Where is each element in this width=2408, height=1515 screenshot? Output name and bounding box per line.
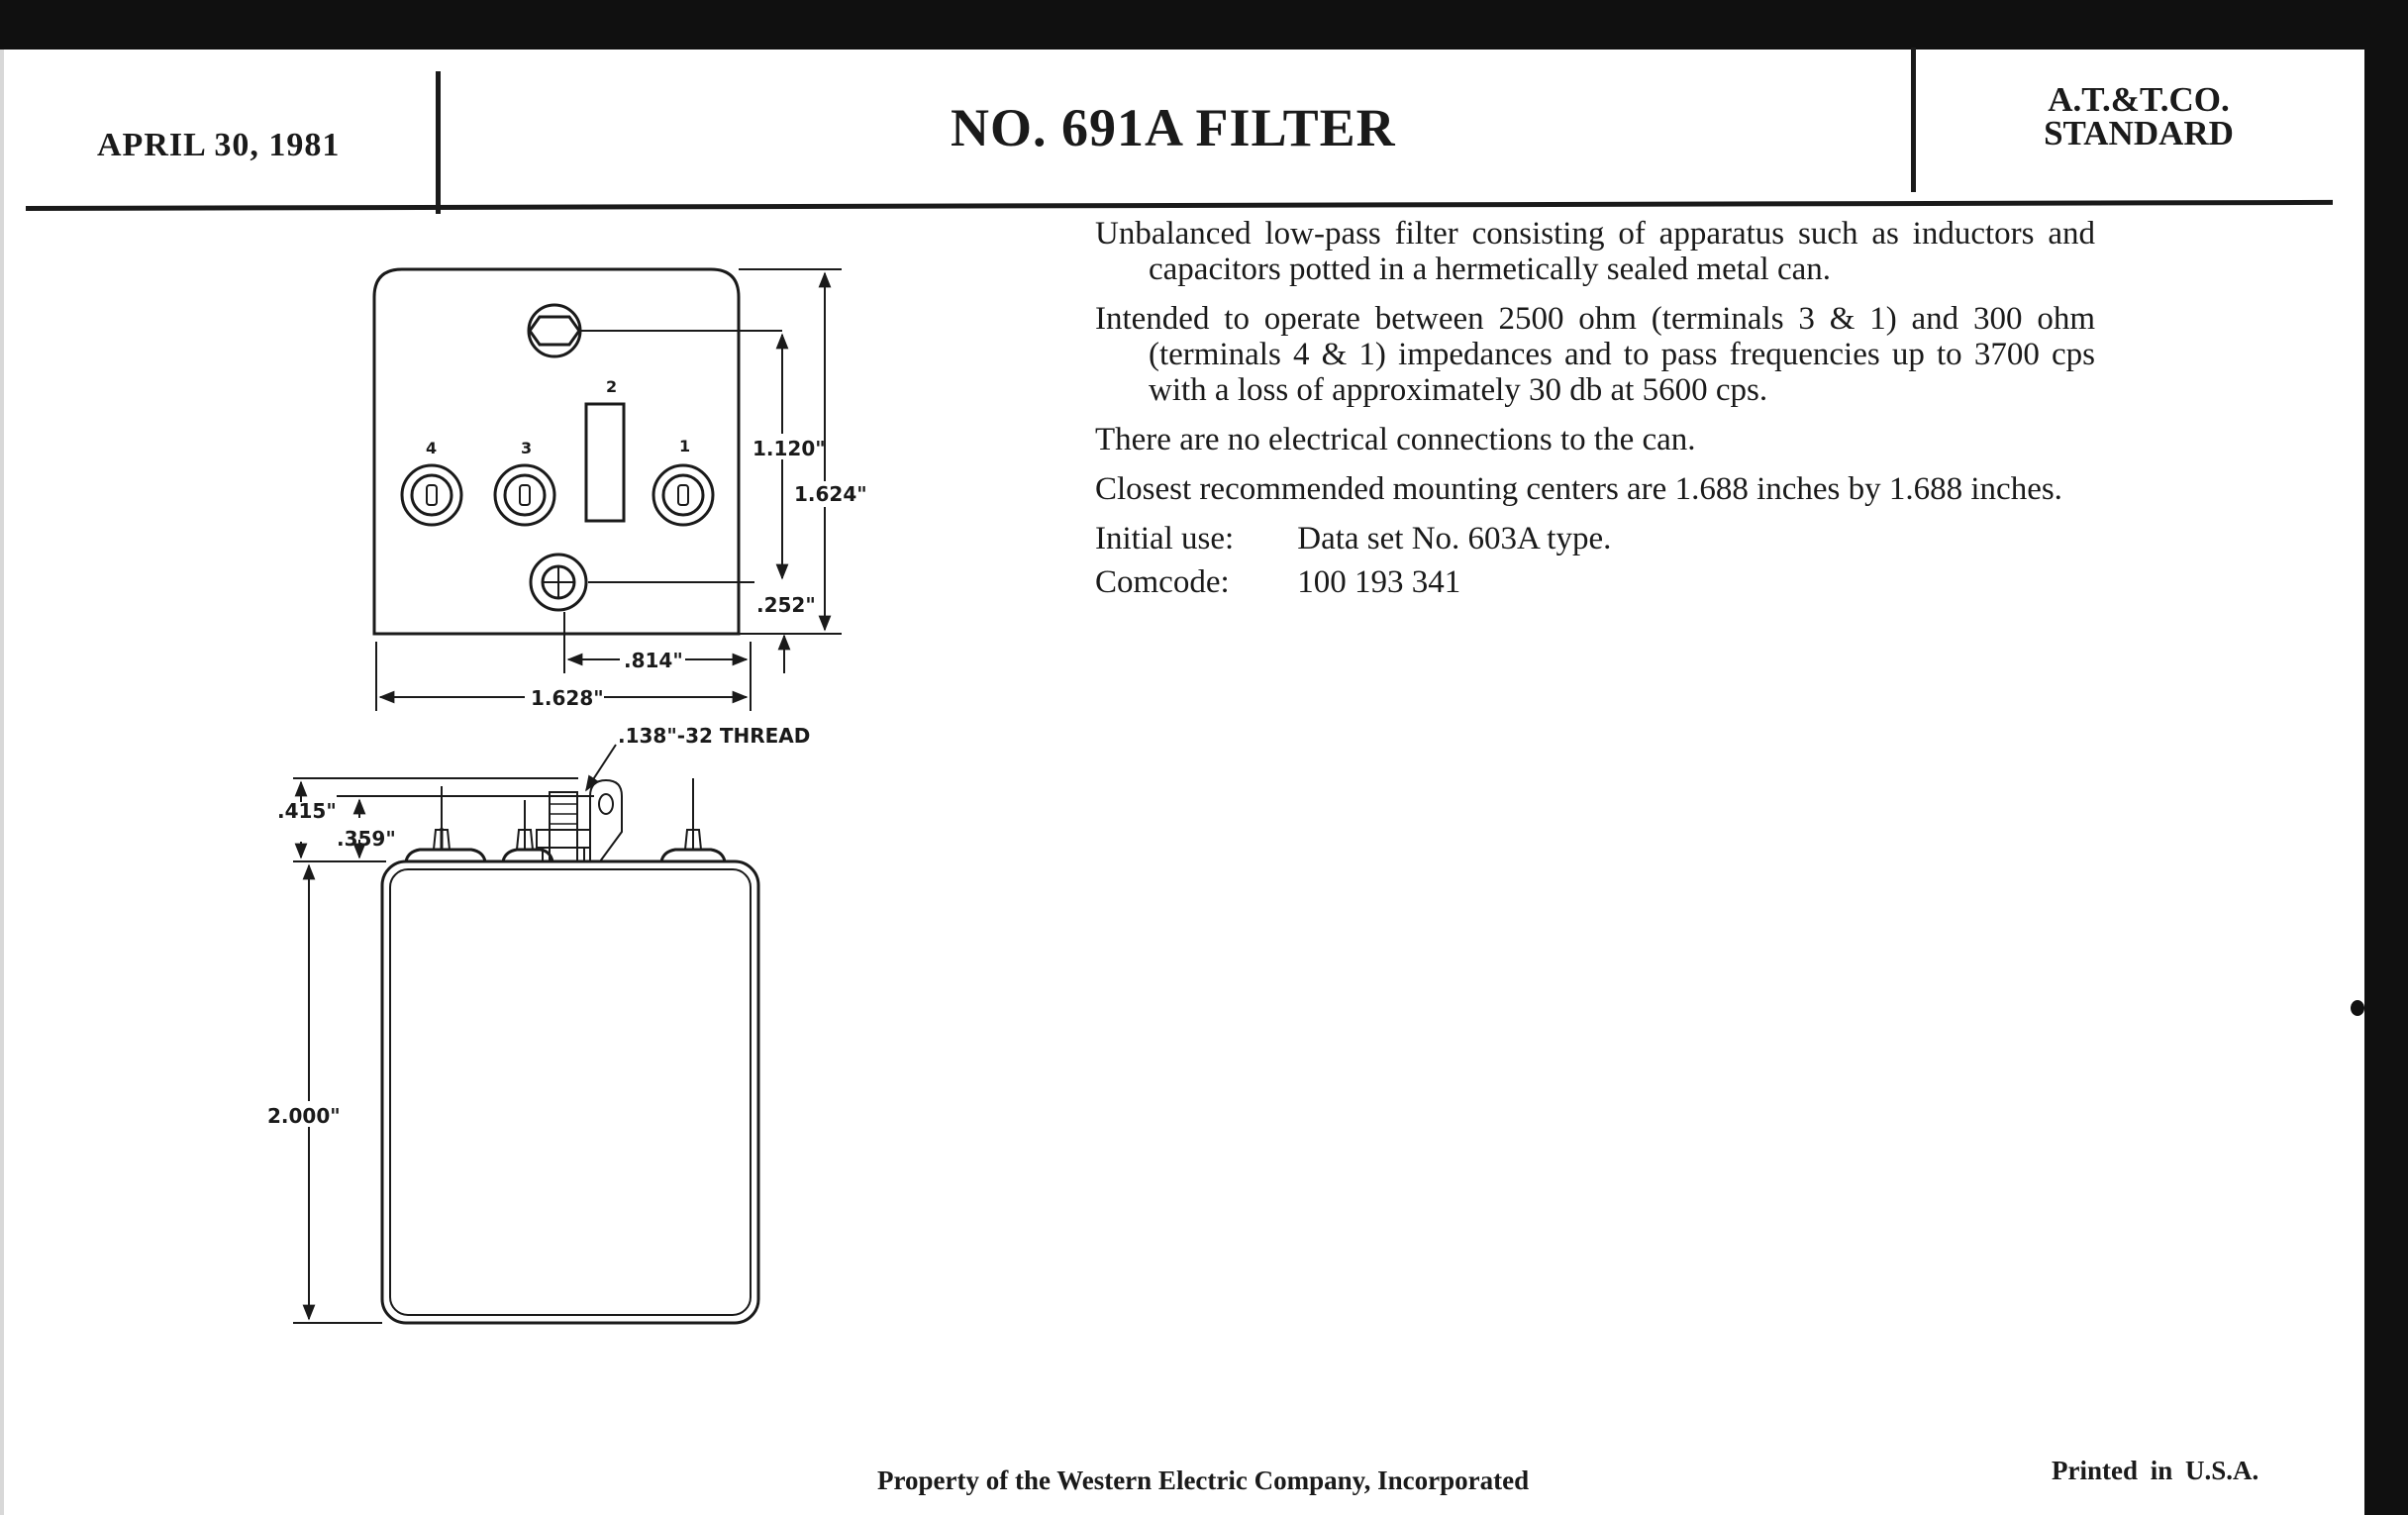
initial-use-label: Initial use: [1095,521,1235,556]
terminal-2 [586,404,624,521]
standard-label: STANDARD [2044,114,2234,152]
initial-use-value: Data set No. 603A type. [1297,521,1612,556]
terminal-1 [653,465,713,525]
property-notice: Property of the Western Electric Company, Incorporated [877,1465,1530,1495]
comcode-value: 100 193 341 [1297,564,1461,600]
dim-label-1624: 1.624" [794,482,867,506]
dim-label-252: .252" [756,593,816,617]
dim-label-359: .359" [337,827,396,851]
stud-nut [537,830,590,848]
comcode-label: Comcode: [1095,564,1230,600]
terminal-label-4: 4 [426,439,438,457]
ground-lug [590,780,622,861]
document-date: APRIL 30, 1981 [97,127,341,163]
mounting-nut-top [530,317,579,345]
description-paragraph: Intended to operate between 2500 ohm (terminals 3 & 1) and 300 ohm (terminals 4 & 1) impedances and to pass frequencies up to 3700 cps with a loss of approximately 30 db at 5600 cps. [1095,301,2095,408]
printed-notice: Printed in U.S.A. [2052,1456,2259,1485]
dim-label-1120: 1.120" [752,437,826,460]
terminal-label-1: 1 [679,437,691,455]
dim-label-1628: 1.628" [531,686,604,710]
thread-callout: .138"-32 THREAD [618,724,811,748]
description-paragraph: Closest recommended mounting centers are 1.688 inches by 1.688 inches. [1095,471,2062,507]
side-view-outline [382,861,758,1323]
punch-mark [2351,1000,2364,1016]
terminal-label-3: 3 [521,439,533,457]
dim-label-2000: 2.000" [267,1104,341,1128]
terminal-3 [495,465,554,525]
dim-label-814: .814" [624,649,683,672]
description-paragraph: Unbalanced low-pass filter consisting of apparatus such as inductors and capacitors potted in a hermetically sealed metal can. [1095,216,2095,287]
terminal-4 [402,465,461,525]
standard-company: A.T.&T.CO. [2048,80,2230,119]
terminal-label-2: 2 [606,377,618,396]
dim-label-415: .415" [277,799,337,823]
threaded-stud [550,792,577,861]
description-paragraph: There are no electrical connections to the can. [1095,422,1696,457]
mounting-stud-top [529,305,580,356]
page-title: NO. 691A FILTER [951,98,1396,157]
